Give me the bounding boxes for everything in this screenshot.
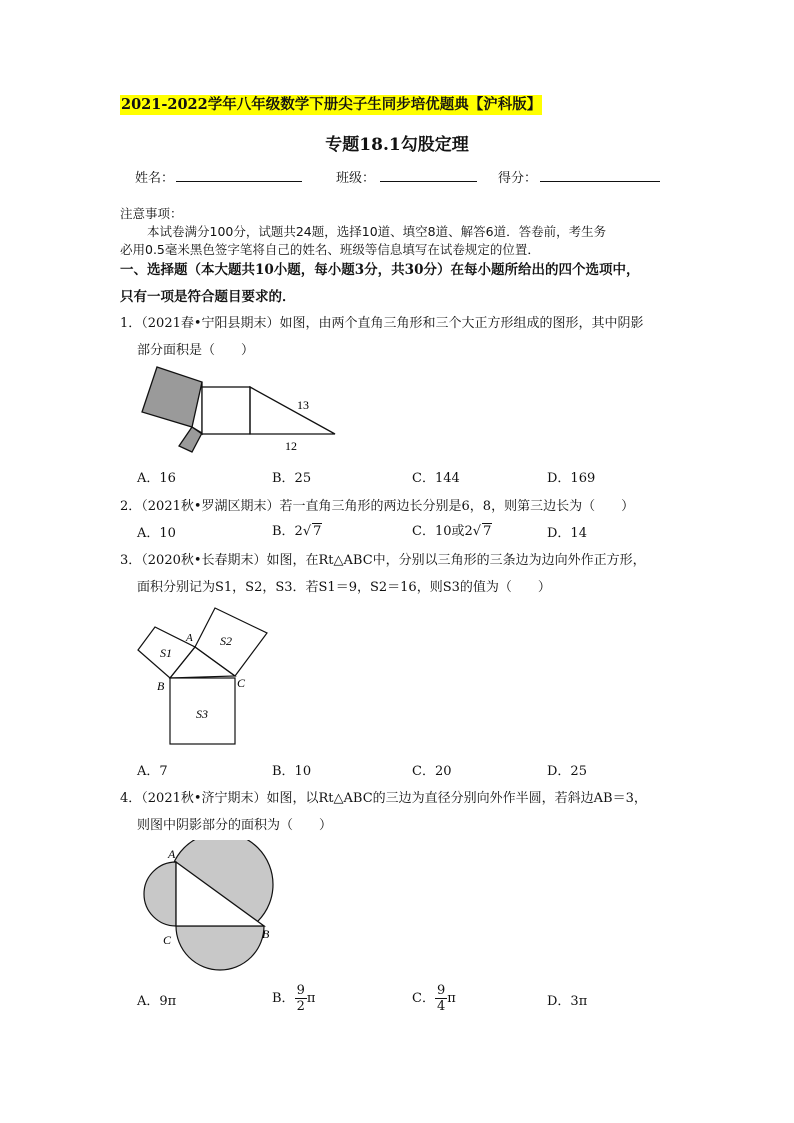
question-3-stem-line-1: 3．（2020秋•长春期末）如图，在Rt△ABC中，分别以三角形的三条边为边向外作正方形， [120, 553, 646, 568]
series-banner: 2021-2022学年八年级数学下册尖子生同步培优题典【沪科版】 [121, 96, 542, 113]
notice-line-2: 必用0.5毫米黑色签字笔将自己的姓名、班级等信息填写在试卷规定的位置． [120, 242, 540, 257]
label-s1: S1 [160, 646, 172, 660]
name-field[interactable] [176, 181, 302, 182]
question-4-stem-line-1: 4．（2021秋•济宁期末）如图，以Rt△ABC的三边为直径分别向外作半圆，若斜边AB＝3， [120, 791, 647, 806]
section-heading-line-2: 只有一项是符合题目要求的． [120, 289, 296, 305]
right-triangle-large [250, 387, 335, 434]
vertex-a-label: A [168, 847, 176, 861]
question-4-figure [138, 840, 283, 975]
label-s2: S2 [220, 634, 232, 648]
fraction-nine-halves: $\frac{9}{2}$ [296, 983, 305, 1014]
triangle-abc [170, 647, 235, 678]
square-middle [202, 387, 250, 434]
score-field[interactable] [540, 181, 660, 182]
question-1-option-b[interactable]: B．25 [272, 471, 312, 486]
vertex-c-label: C [163, 933, 172, 947]
question-3-option-c[interactable]: C．20 [412, 764, 452, 779]
label-base: 12 [285, 439, 297, 453]
fraction-nine-quarters: $\frac{9}{4}$ [436, 983, 446, 1014]
shaded-square-small [179, 427, 202, 452]
vertex-c-label: C [237, 676, 246, 690]
question-4-option-b[interactable]: B． $\frac{9}{2}$ π [272, 983, 316, 1014]
question-2-option-a[interactable]: A．10 [137, 526, 176, 541]
class-label: 班级： [336, 171, 376, 186]
question-4-option-c[interactable]: C． $\frac{9}{4}$ π [412, 983, 456, 1014]
question-3-option-a[interactable]: A．7 [137, 764, 168, 779]
label-hypotenuse: 13 [297, 398, 309, 412]
question-3-option-b[interactable]: B．10 [272, 764, 312, 779]
question-4-option-d[interactable]: D．3π [547, 994, 588, 1009]
question-1-option-a[interactable]: A．16 [137, 471, 176, 486]
question-3-figure [130, 600, 280, 750]
vertex-a-label: A [186, 632, 193, 644]
label-s3: S3 [196, 707, 208, 721]
question-1-figure [135, 362, 350, 457]
score-label: 得分： [498, 171, 538, 186]
semicircle-ac [144, 862, 176, 926]
class-field[interactable] [380, 181, 477, 182]
question-2-option-c[interactable]: C．10或2√ 7 [412, 524, 492, 539]
semicircle-bc [176, 926, 264, 970]
question-1-stem-line-1: 1．（2021春•宁阳县期末）如图，由两个直角三角形和三个大正方形组成的图形，其中阴影 [120, 316, 644, 331]
question-1-option-d[interactable]: D．169 [547, 471, 596, 486]
vertex-b-label: B [262, 927, 270, 941]
question-4-stem-line-2: 则图中阴影部分的面积为（ ） [137, 818, 333, 833]
question-1-stem-line-2: 部分面积是（ ） [137, 343, 255, 358]
vertex-b-label: B [157, 679, 165, 693]
shaded-square-large [142, 367, 202, 427]
question-1-option-c[interactable]: C．144 [412, 471, 460, 486]
name-label: 姓名： [135, 171, 175, 186]
section-heading-line-1: 一、选择题（本大题共10小题，每小题3分，共30分）在每小题所给出的四个选项中， [120, 262, 640, 278]
notice-line-1: 本试卷满分100分，试题共24题，选择10道、填空8道、解答6道．答卷前，考生务 [147, 224, 607, 239]
question-2-option-b[interactable]: B．2√ 7 [272, 524, 322, 539]
question-2-stem: 2．（2021秋•罗湖区期末）若一直角三角形的两边长分别是6，8，则第三边长为（ ） [120, 499, 635, 514]
question-4-option-a[interactable]: A．9π [137, 994, 177, 1009]
question-3-option-d[interactable]: D．25 [547, 764, 587, 779]
page-title: 专题18.1勾股定理 [325, 135, 469, 155]
notice-heading: 注意事项： [120, 206, 183, 221]
question-3-stem-line-2: 面积分别记为S1，S2，S3．若S1＝9，S2＝16，则S3的值为（ ） [137, 580, 551, 595]
question-2-option-d[interactable]: D．14 [547, 526, 587, 541]
